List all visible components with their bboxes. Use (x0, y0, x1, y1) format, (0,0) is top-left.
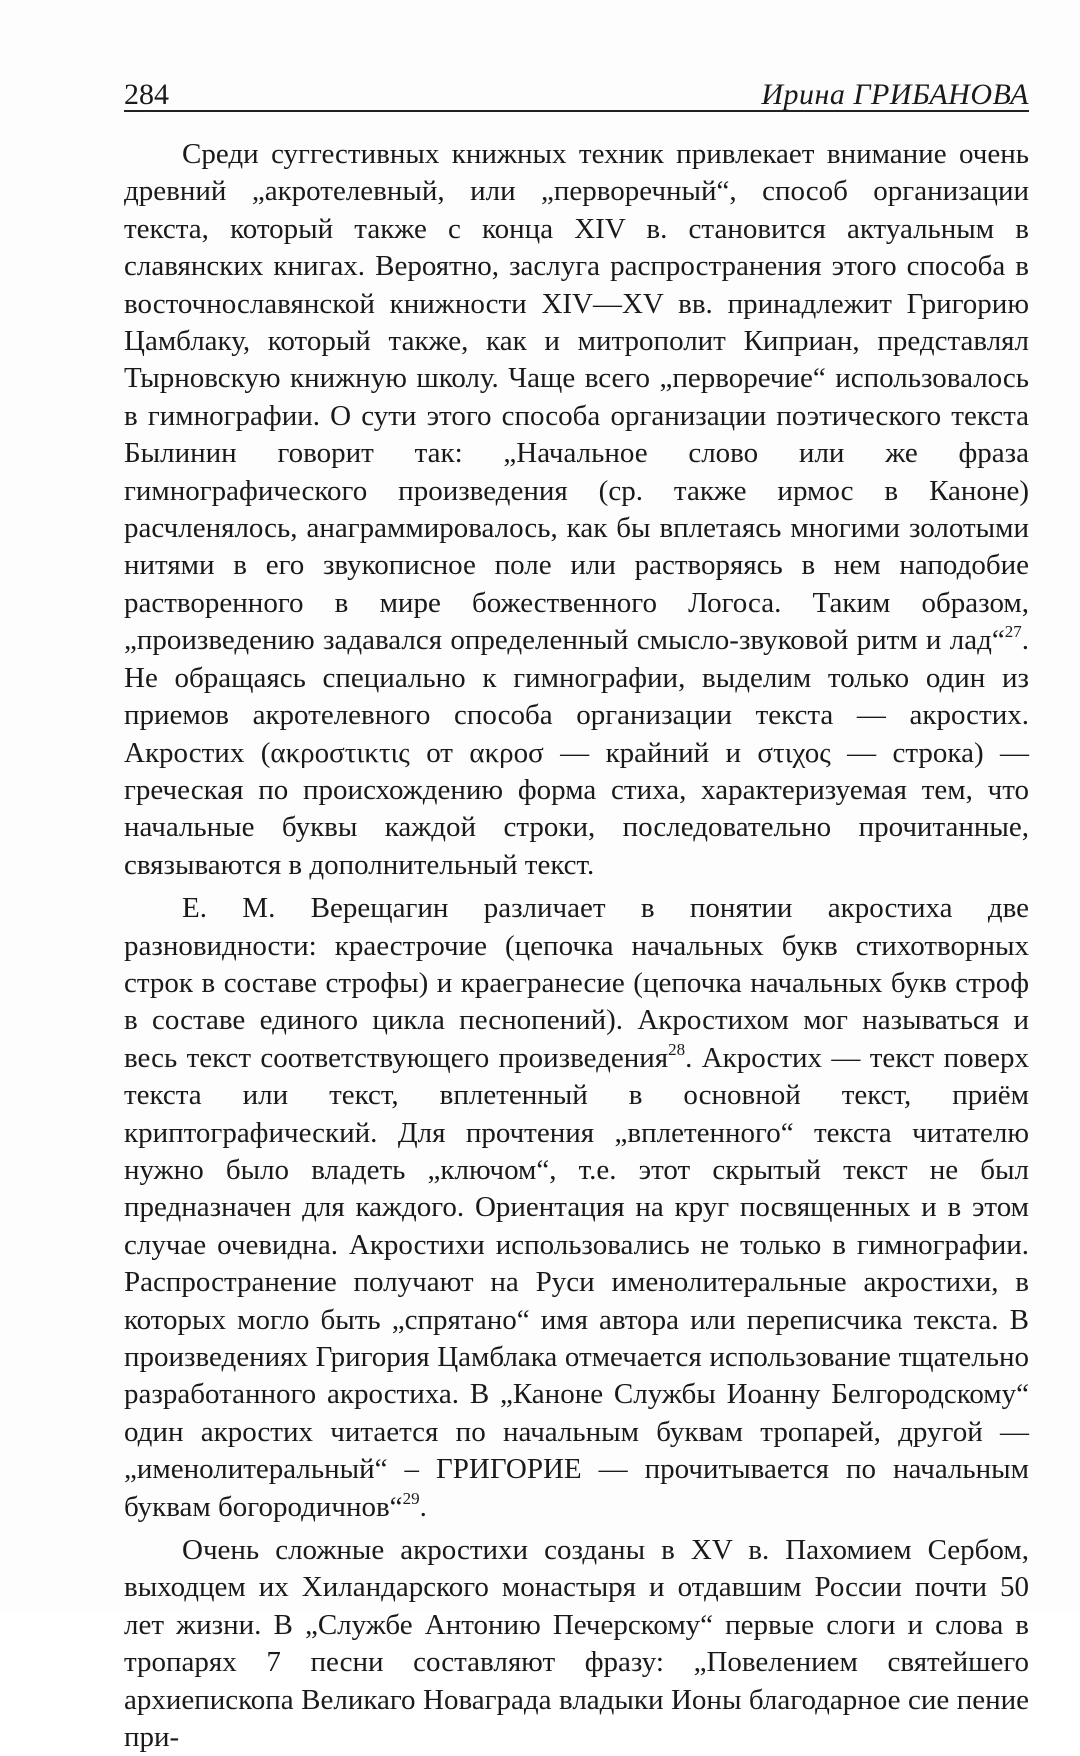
body-text (124, 136, 1029, 1756)
footnote-ref-29: 29 (402, 1488, 420, 1508)
paragraph-1 (124, 136, 1029, 884)
paragraph-2-text-b: . Акростих — текст поверх текста или текст, вплетенный в основной текст, приём криптографический. Для прочтения „вплетенного“ текста читателю нужно было владеть „ключом“, т.е. этот скрытый текст не был предназначен для каждого. Ориентация на круг посвященных и в этом случае очевидна. Акростихи использовались не только в гимнографии. Распространение получают на Руси именолитеральные акростихи, в которых могло быть „спрятано“ имя автора или переписчика текста. В произведениях Григория Цамблака отмечается использование тщательно разработанного акростиха. В „Каноне Службы Иоанну Белгородскому“ один акростих читается по начальным буквам тропарей, другой — „именолитеральный“ – ГРИГОРИЕ — прочитывается по начальным буквам богородичнов“ (124, 1041, 1029, 1523)
header-rule (124, 110, 1029, 112)
paragraph-2-text-c: . (419, 1490, 427, 1523)
paragraph-1-text-a: Среди суггестивных книжных техник привлекает внимание очень древний „акротелевный, или „перворечный“, способ организации текста, который также с конца XIV в. становится актуальным в славянских книгах. Вероятно, заслуга распространения этого способа в восточнославянской книжности XIV—XV вв. принадлежит Григорию Цамблаку, который также, как и митрополит Киприан, представлял Тырновскую книжную школу. Чаще всего „перворечие“ использовалось в гимнографии. О сути этого способа организации поэтического текста Былинин говорит так: „Начальное слово или же фраза гимнографического произведения (ср. также ирмос в Каноне) расчленялось, анаграммировалось, как бы вплетаясь многими золотыми нитями в его звукописное поле или растворяясь в нем наподобие растворенного в мире божественного Логоса. Таким образом, „произведению задавался определенный смысло-звуковой ритм и лад“ (124, 138, 1029, 657)
running-head-author: Ирина ГРИБАНОВА (761, 78, 1029, 111)
footnote-ref-28: 28 (668, 1039, 686, 1059)
footnote-ref-27: 27 (1004, 622, 1022, 642)
running-header (124, 70, 1029, 110)
paragraph-1-text-b: . Не обращаясь специально к гимнографии, выделим только один из приемов акротелевного способа организации текста — акростих. Акростих (ακροστικτις от ακροσ — крайний и στιχος — строка) — греческая по происхождению форма стиха, характеризуемая тем, что начальные буквы каждой строки, последовательно прочитанные, связываются в дополнительный текст. (124, 624, 1029, 881)
paragraph-2-text-a: Е. М. Верещагин различает в понятии акростиха две разновидности: краестрочие (цепочка начальных букв стихотворных строк в составе строфы) и краегранесие (цепочка начальных букв строф в составе единого цикла песнопений). Акростихом мог называться и весь текст соответствующего произведения (124, 892, 1029, 1074)
page-number: 284 (124, 78, 169, 111)
paragraph-3 (124, 1532, 1029, 1756)
paragraph-2 (124, 890, 1029, 1526)
paragraph-3-text: Очень сложные акростихи созданы в XV в. Пахомием Сербом, выходцем их Хиландарского монастыря и отдавшим России почти 50 лет жизни. В „Службе Антонию Печерскому“ первые слоги и слова в тропарях 7 песни составляют фразу: „Повелением святейшего архиепископа Великаго Новаграда владыки Ионы благодарное сие пение при- (124, 1534, 1029, 1754)
